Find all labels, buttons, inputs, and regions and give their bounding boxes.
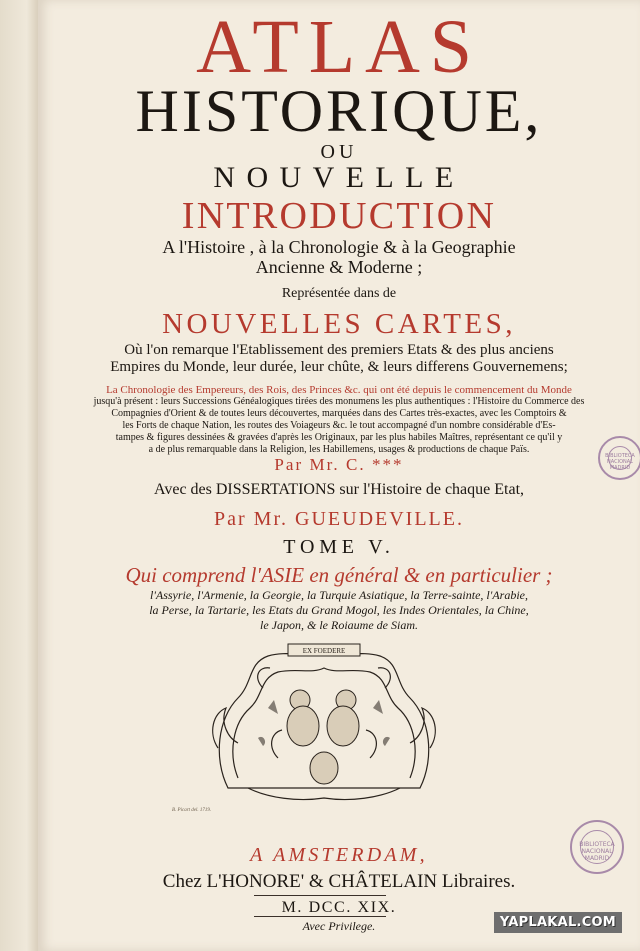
- title-ou: OU: [320, 141, 358, 163]
- title-nouvelle: NOUVELLE: [213, 161, 465, 194]
- contents-line-1: l'Assyrie, l'Armenie, la Georgie, la Turquie Asiatique, la Terre-sainte, l'Arabie,: [149, 588, 528, 602]
- description-line-2: Empires du Monde, leur durée, leur chûte, & leurs differens Gouvernemens;: [110, 359, 568, 375]
- imprint-date: M. DCC. XIX.: [281, 899, 397, 916]
- small-text-line-1: La Chronologie des Empereurs, des Rois, des Princes &c. qui ont été depuis le commencement du Monde: [106, 384, 572, 396]
- contents-line-2: la Perse, la Tartarie, les Etats du Grand Mogol, les Indes Orientales, la Chine,: [149, 603, 529, 617]
- author-gueudeville: Par Mr. GUEUDEVILLE.: [214, 508, 464, 530]
- stamp-text: BIBLIOTECA NACIONAL MADRID: [605, 453, 635, 472]
- small-text-line-5: tampes & figures dessinées & gravées d'après les Originaux, par les plus habiles Maîtres, représentant ce qu'il y: [115, 432, 563, 443]
- engraver-credit: B. Picart del. 1719.: [172, 808, 212, 813]
- vignette-banner: EX FOEDERE: [302, 647, 346, 655]
- book-gutter: [0, 0, 38, 951]
- stamp-text: BIBLIOTECA NACIONAL MADRID: [579, 841, 615, 862]
- small-text-line-2: jusqu'à présent : leurs Successions Généalogiques tirées des monumens les plus authentiques : l'Histoire du Commerce des: [93, 396, 585, 407]
- volume-label: TOME V.: [283, 536, 395, 558]
- site-watermark: YAPLAKAL.COM: [494, 912, 622, 933]
- subtitle-line-2: Ancienne & Moderne ;: [255, 257, 423, 277]
- imprint-privilege: Avec Privilege.: [302, 919, 376, 933]
- engraved-vignette: [208, 638, 440, 806]
- imprint-city: A AMSTERDAM,: [250, 844, 428, 866]
- dissertations-line: Avec des DISSERTATIONS sur l'Histoire de chaque Etat,: [153, 481, 525, 498]
- title-introduction: INTRODUCTION: [181, 195, 497, 237]
- representee-line: Représentée dans de: [281, 286, 397, 301]
- small-text-line-6: a de plus remarquable dans la Religion, les Habillemens, usages & productions de chaque Païs.: [148, 444, 530, 455]
- library-stamp-icon: [570, 820, 624, 874]
- contents-line-3: le Japon, & le Roiaume de Siam.: [260, 618, 418, 632]
- small-text-line-4: les Forts de chaque Nation, les routes des Voiageurs &c. le tout accompagné d'un nombre considérable d'Es-: [122, 420, 556, 431]
- library-stamp-icon: [598, 436, 640, 480]
- author-par-c: Par Mr. C. ***: [274, 455, 404, 474]
- subtitle-line-1: A l'Histoire , à la Chronologie & à la Geographie: [162, 237, 516, 257]
- title-atlas: ATLAS: [196, 5, 482, 89]
- title-historique: HISTORIQUE,: [135, 78, 543, 144]
- imprint-publisher: Chez L'HONORE' & CHÂTELAIN Libraires.: [162, 871, 516, 892]
- small-text-line-3: Compagnies d'Orient & de toutes leurs découvertes, marquées dans des Cartes très-exactes, avec les Comptoirs &: [111, 408, 567, 419]
- description-line-1: Où l'on remarque l'Etablissement des premiers Etats & des plus anciens: [124, 342, 554, 358]
- nouvelles-cartes-heading: NOUVELLES CARTES,: [162, 308, 516, 340]
- contents-heading: Qui comprend l'ASIE en général & en particulier ;: [125, 563, 553, 587]
